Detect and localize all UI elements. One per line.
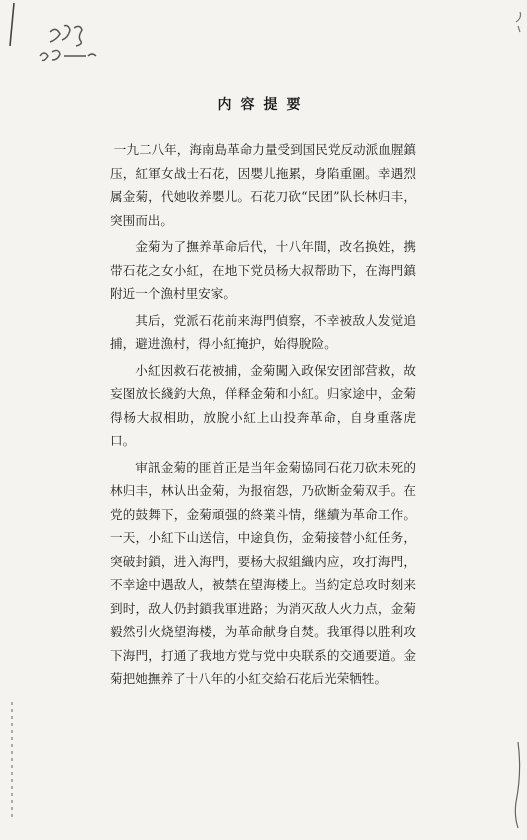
paragraph: 审訊金菊的匪首正是当年金菊協同石花刀砍未死的林归丰，林认出金菊，为报宿怨，乃砍断金菊双手。在党的鼓舞下，金菊頑强的終業斗情，继續为革命工作。一天，小紅下山送信，中途負伤，金菊接替小紅任务，突破封鎖，进入海門，要杨大叔組織内应，攻打海門，不幸途中遇敌人，被禁在望海楼上。当約定总攻时刻来到时，敌人仍封鎖我軍进路；为消灭敌人火力点，金菊毅然引火烧望海楼，为革命献身自焚。我軍得以胜利攻下海門，打通了我地方党与党中央联系的交通要道。金菊把她撫养了十八年的小紅交給石花后光荣牺牲。 bbox=[110, 459, 416, 686]
paragraph: 一九二八年，海南島革命力量受到国民党反动派血腥鎮压，紅軍女战士石花，因嬰儿拖累，身陷重圍。幸遇烈属金菊，代她收养嬰儿。石花刀砍“民团”队长林归丰，突围而出。 bbox=[110, 142, 417, 228]
summary-body bbox=[110, 138, 416, 694]
edge-mark bbox=[510, 740, 524, 830]
paragraph: 小紅因救石花被捕，金菊闖入政保安团部营救，故妄图放长綫釣大魚，佯释金菊和小紅。归家途中，金菊得杨大叔相助，放脫小紅上山投奔革命，自身重落虎口。 bbox=[110, 362, 416, 448]
paragraph: 金菊为了撫养革命后代，十八年間，改名换姓，携带石花之女小紅，在地下党员杨大叔帮助下，在海門鎮附近一个漁村里安家。 bbox=[110, 239, 416, 301]
edge-mark bbox=[500, 8, 524, 36]
edge-mark bbox=[4, 2, 18, 48]
binding-mark bbox=[8, 700, 16, 820]
paragraph: 其后，党派石花前来海門偵察，不幸被敌人发觉追捕，避进漁村，得小紅掩护，始得脫险。 bbox=[110, 312, 416, 351]
page-heading: 内容提要 bbox=[217, 97, 310, 113]
handwritten-note bbox=[38, 22, 108, 66]
